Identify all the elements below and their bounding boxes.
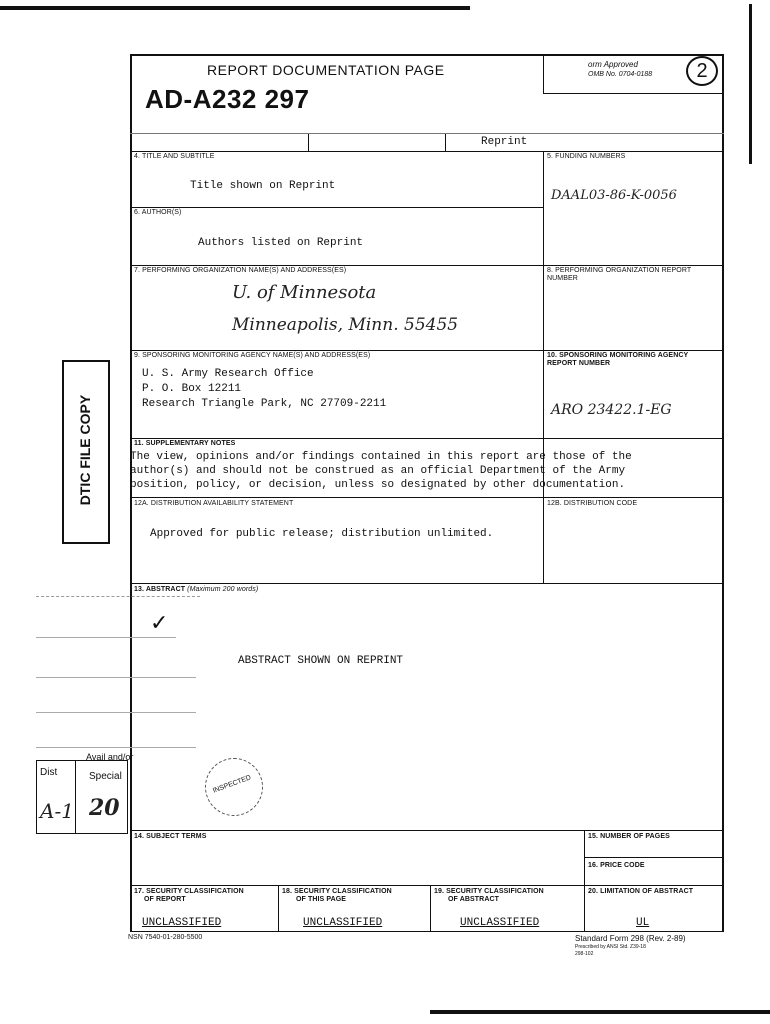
dist-label: Dist — [40, 767, 58, 778]
box8-label: 8. PERFORMING ORGANIZATION REPORT NUMBER — [547, 267, 692, 282]
num-value-handwritten: 20 — [89, 795, 120, 821]
row-line-1 — [130, 151, 724, 152]
sponsor-line-2: P. O. Box 12211 — [142, 383, 242, 395]
col-line-19 — [430, 885, 431, 931]
box9-label: 9. SPONSORING MONITORING AGENCY NAME(S) AND ADDRESS(ES) — [134, 352, 371, 359]
row-line-10 — [130, 885, 724, 886]
box17-label-2: OF REPORT — [144, 896, 186, 903]
row-line-7 — [130, 583, 724, 584]
slip-line-4 — [36, 747, 196, 748]
special-label: Special — [89, 771, 122, 782]
box13-label-text: 13. ABSTRACT — [134, 586, 186, 593]
notes-line-3: position, policy, or decision, unless so designated by other documentation. — [130, 479, 626, 491]
box13-label — [134, 586, 258, 594]
box10-label: 10. SPONSORING MONITORING AGENCY REPORT NUMBER — [547, 352, 689, 367]
checkmark-icon: ✓ — [150, 610, 169, 635]
dtic-stamp-text: DTIC FILE COPY — [77, 394, 93, 506]
box17-label — [134, 888, 244, 904]
row-line-8 — [130, 830, 724, 831]
distribution-statement: Approved for public release; distribution unlimited. — [150, 528, 494, 540]
box16-label: 16. PRICE CODE — [588, 862, 645, 869]
row-line-5 — [130, 438, 724, 439]
circled-number-value: 2 — [696, 60, 708, 82]
header-rule-1 — [130, 133, 724, 134]
box14-label: 14. SUBJECT TERMS — [134, 833, 207, 840]
box20-label: 20. LIMITATION OF ABSTRACT — [588, 888, 694, 895]
box4-label: 4. TITLE AND SUBTITLE — [134, 153, 215, 160]
form-left-border — [130, 54, 132, 932]
box20-value: UL — [636, 917, 650, 929]
box18-label-2: OF THIS PAGE — [296, 896, 347, 903]
box11-label: 11. SUPPLEMENTARY NOTES — [134, 440, 236, 447]
box15-label: 15. NUMBER OF PAGES — [588, 833, 670, 840]
box18-label-1: 18. SECURITY CLASSIFICATION — [282, 888, 392, 895]
form-right-border — [722, 54, 724, 932]
slip-line-1 — [36, 637, 176, 638]
row-line-11 — [130, 931, 724, 932]
right-edge-bar — [749, 4, 752, 164]
col-line-18 — [278, 885, 279, 931]
authors-value: Authors listed on Reprint — [198, 237, 364, 249]
circled-number — [686, 56, 718, 86]
box19-label-2: OF ABSTRACT — [448, 896, 500, 903]
top-edge-bar — [0, 6, 470, 10]
notes-line-1: The view, opinions and/or findings contained in this report are those of the — [130, 451, 632, 463]
box6-label: 6. AUTHOR(S) — [134, 209, 182, 216]
box19-label — [434, 888, 544, 904]
box5-label: 5. FUNDING NUMBERS — [547, 153, 626, 160]
col-line-right-upper — [543, 151, 544, 583]
notes-line-2: author(s) and should not be construed as an official Department of the Army — [130, 465, 626, 477]
prescribed-by: Prescribed by ANSI Std. Z39-18 — [575, 944, 646, 950]
dist-divider — [75, 761, 76, 833]
omb-number: OMB No. 0704-0188 — [588, 71, 653, 78]
header-divider-h — [543, 93, 724, 94]
accession-slip — [36, 596, 200, 762]
slip-line-3 — [36, 712, 196, 713]
box17-value: UNCLASSIFIED — [142, 917, 222, 929]
row-line-2 — [130, 207, 543, 208]
box17-label-1: 17. SECURITY CLASSIFICATION — [134, 888, 244, 895]
form-top-border — [130, 54, 724, 56]
box19-label-1: 19. SECURITY CLASSIFICATION — [434, 888, 544, 895]
dist-value-handwritten: A-1 — [40, 799, 74, 823]
abstract-value: ABSTRACT SHOWN ON REPRINT — [238, 655, 404, 667]
header-tick — [308, 134, 309, 152]
inspected-seal — [205, 758, 263, 816]
funding-number: DAAL03-86-K-0056 — [551, 188, 677, 203]
standard-form: Standard Form 298 (Rev. 2-89) — [575, 934, 686, 943]
form-approved-text: orm Approved — [588, 60, 638, 69]
header-tick-2 — [445, 134, 446, 152]
nsn-number: NSN 7540-01-280-5500 — [128, 934, 203, 941]
agency-report-number: ARO 23422.1-EG — [551, 402, 672, 418]
form-code: 298-102 — [575, 951, 594, 957]
sponsor-line-1: U. S. Army Research Office — [142, 368, 314, 380]
dtic-file-copy-stamp — [62, 360, 110, 544]
row-line-6 — [130, 497, 724, 498]
box7-label: 7. PERFORMING ORGANIZATION NAME(S) AND ADDRESS(ES) — [134, 267, 347, 274]
box12a-label: 12A. DISTRIBUTION AVAILABILITY STATEMENT — [134, 500, 294, 507]
row-line-3 — [130, 265, 724, 266]
form-title: REPORT DOCUMENTATION PAGE — [207, 62, 445, 78]
bottom-edge-bar — [430, 1010, 770, 1014]
box18-value: UNCLASSIFIED — [303, 917, 383, 929]
row-line-9 — [584, 857, 724, 858]
sponsor-line-3: Research Triangle Park, NC 27709-2211 — [142, 398, 387, 410]
header-divider-v — [543, 54, 544, 94]
col-line-right-lower — [584, 830, 585, 931]
box18-label — [282, 888, 392, 904]
org-address-handwritten: Minneapolis, Minn. 55455 — [232, 315, 459, 335]
slip-line-2 — [36, 677, 196, 678]
box13-label-note: (Maximum 200 words) — [187, 586, 259, 593]
org-name-handwritten: U. of Minnesota — [232, 282, 377, 303]
title-value: Title shown on Reprint — [190, 180, 336, 192]
box12b-label: 12B. DISTRIBUTION CODE — [547, 500, 638, 507]
avail-label: Avail and/or — [86, 752, 134, 762]
ad-number: AD-A232 297 — [145, 84, 310, 114]
dist-block — [36, 760, 128, 834]
inspected-seal-text: INSPECTED — [212, 774, 253, 795]
row-line-4 — [130, 350, 724, 351]
box19-value: UNCLASSIFIED — [460, 917, 540, 929]
report-type-value: Reprint — [481, 136, 528, 148]
